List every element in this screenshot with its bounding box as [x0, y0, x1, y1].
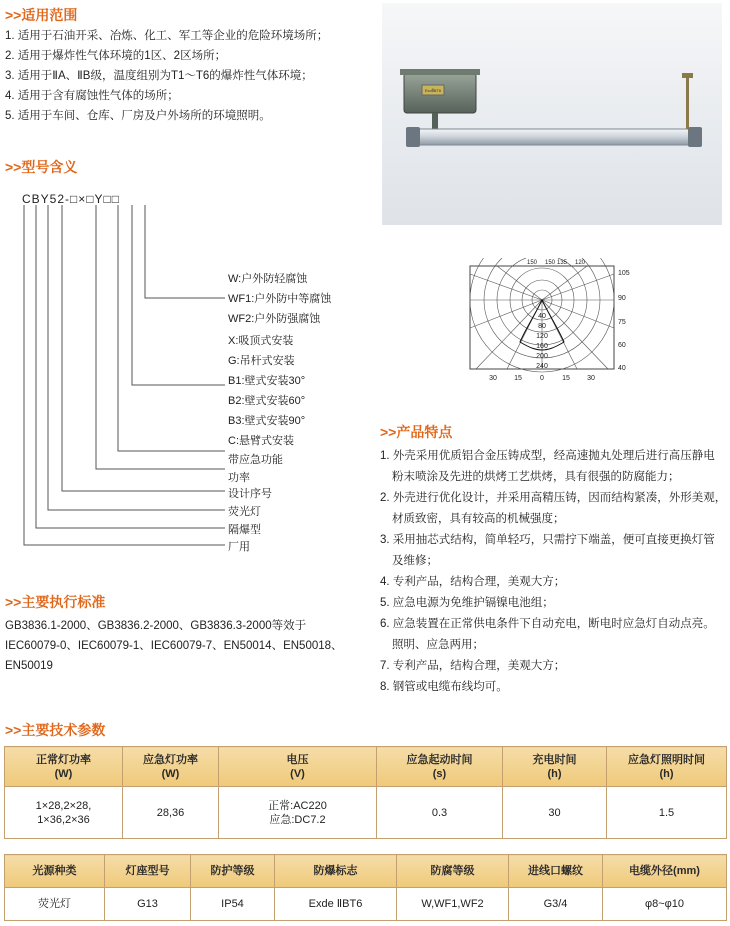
feature-item: 粉末喷涂及先进的烘烤工艺烘烤，具有很强的防腐能力；	[392, 471, 680, 483]
standards-title: >>主要执行标准	[5, 594, 106, 610]
nameplate-text: ExdⅡBT6	[424, 88, 442, 93]
table-header-cell: 进线口螺纹	[509, 855, 603, 888]
table-header-cell: 防护等级	[191, 855, 275, 888]
polar-bottom-label: 15	[562, 375, 570, 382]
feature-item: 2. 外壳进行优化设计，并采用高精压铸，因而结构紧凑，外形美观，	[380, 492, 727, 504]
table-header-cell: 应急灯功率 (W)	[123, 747, 219, 787]
feature-item: 材质致密，具有较高的机械强度；	[392, 513, 565, 525]
table-cell: 1×28,2×28, 1×36,2×36	[5, 787, 123, 839]
scope-item: 2. 适用于爆炸性气体环境的1区、2区场所；	[5, 50, 227, 62]
polar-bottom-label: 30	[489, 375, 497, 382]
model-bracket-lines	[0, 205, 230, 550]
feature-item: 1. 外壳采用优质铝合金压铸成型，经高速抛丸处理后进行高压静电	[380, 450, 715, 462]
legend-item: B2:壁式安装60°	[228, 395, 306, 407]
model-title: >>型号含义	[5, 159, 78, 175]
polar-radial-label: 240	[536, 363, 548, 370]
polar-right-label: 75	[618, 319, 626, 326]
polar-bottom-label: 30	[587, 375, 595, 382]
polar-right-label: 60	[618, 342, 626, 349]
table-header-cell: 光源种类	[5, 855, 105, 888]
table-cell: 30	[503, 787, 607, 839]
standards-line: GB3836.1-2000、GB3836.2-2000、GB3836.3-2000等效于	[5, 620, 307, 632]
scope-item: 5. 适用于车间、仓库、厂房及户外场所的环境照明。	[5, 110, 271, 122]
polar-top-label: 120	[574, 260, 586, 266]
table-cell: G13	[105, 888, 191, 921]
table-header-cell: 防爆标志	[275, 855, 397, 888]
scope-item: 3. 适用于ⅡA、ⅡB级，温度组别为T1～T6的爆炸性气体环境；	[5, 70, 313, 82]
features-title: >>产品特点	[380, 424, 453, 440]
polar-radial-label: 160	[536, 343, 548, 350]
polar-top-label: 150	[526, 260, 538, 266]
feature-item: 3. 采用抽芯式结构，简单轻巧，只需拧下端盖，便可直接更换灯管	[380, 534, 715, 546]
scope-title: >>适用范围	[5, 7, 78, 23]
explosion-proof-lamp-illustration	[382, 3, 722, 225]
polar-radial-label: 120	[536, 333, 548, 340]
table-cell: W,WF1,WF2	[397, 888, 509, 921]
polar-bottom-label: 15	[514, 375, 522, 382]
table-header-cell: 电压 (V)	[219, 747, 377, 787]
polar-bottom-label: 0	[540, 375, 544, 382]
legend-item: G:吊杆式安装	[228, 355, 295, 367]
table-cell: 荧光灯	[5, 888, 105, 921]
standards-text	[5, 616, 343, 676]
scope-item: 4. 适用于含有腐蚀性气体的场所；	[5, 90, 179, 102]
table-row	[5, 787, 727, 839]
legend-item: X:吸顶式安装	[228, 335, 294, 347]
polar-radial-label: 80	[538, 323, 546, 330]
params-table-2	[4, 854, 727, 921]
legend-item: 带应急功能	[228, 454, 283, 466]
table-header-cell: 防腐等级	[397, 855, 509, 888]
legend-item: B3:壁式安装90°	[228, 415, 306, 427]
table-cell: Exde ⅡBT6	[275, 888, 397, 921]
standards-line: EN50019	[5, 660, 53, 672]
polar-radial-label: 200	[536, 353, 548, 360]
standards-line: IEC60079-0、IEC60079-1、IEC60079-7、EN50014、EN50018、	[5, 640, 343, 652]
table-row	[5, 888, 727, 921]
legend-item: 设计序号	[228, 488, 272, 500]
polar-diagram	[462, 258, 642, 384]
table-cell: 正常:AC220 应急:DC7.2	[219, 787, 377, 839]
table-header-cell: 电缆外径(mm)	[603, 855, 727, 888]
polar-top-label: 150	[544, 260, 556, 266]
table-header-cell: 充电时间 (h)	[503, 747, 607, 787]
scope-item: 1. 适用于石油开采、冶炼、化工、军工等企业的危险环境场所；	[5, 30, 329, 42]
table-header-row	[5, 747, 727, 787]
legend-item: C:悬臂式安装	[228, 435, 294, 447]
light-distribution-curve	[462, 258, 642, 384]
legend-item: 功率	[228, 472, 250, 484]
feature-item: 7. 专利产品，结构合理，美观大方；	[380, 660, 566, 672]
polar-radial-label: 40	[538, 313, 546, 320]
legend-item: W:户外防轻腐蚀	[228, 273, 308, 285]
params-title: >>主要技术参数	[5, 722, 106, 738]
table-cell: G3/4	[509, 888, 603, 921]
table-cell: φ8~φ10	[603, 888, 727, 921]
feature-item: 5. 应急电源为免维护镉镍电池组；	[380, 597, 554, 609]
feature-item: 及维修；	[392, 555, 438, 567]
polar-right-label: 105	[618, 270, 630, 277]
feature-item: 4. 专利产品，结构合理，美观大方；	[380, 576, 566, 588]
table-cell: IP54	[191, 888, 275, 921]
table-cell: 1.5	[607, 787, 727, 839]
legend-item: 厂用	[228, 541, 250, 553]
legend-item: 隔爆型	[228, 524, 261, 536]
feature-item: 照明、应急两用；	[392, 639, 484, 651]
table-header-cell: 正常灯功率 (W)	[5, 747, 123, 787]
scope-list	[5, 26, 328, 126]
model-code: CBY52-□×□Y□□	[22, 192, 121, 206]
table-cell: 0.3	[377, 787, 503, 839]
table-header-cell: 应急起动时间 (s)	[377, 747, 503, 787]
feature-item: 6. 应急装置在正常供电条件下自动充电，断电时应急灯自动点亮。	[380, 618, 715, 630]
table-cell: 28,36	[123, 787, 219, 839]
polar-right-label: 90	[618, 295, 626, 302]
legend-item: 荧光灯	[228, 506, 261, 518]
legend-item: B1:壁式安装30°	[228, 375, 306, 387]
table-header-row	[5, 855, 727, 888]
feature-item: 8. 钢管或电缆布线均可。	[380, 681, 508, 693]
params-table-1	[4, 746, 727, 839]
table-header-cell: 灯座型号	[105, 855, 191, 888]
legend-item: WF2:户外防强腐蚀	[228, 313, 321, 325]
polar-top-label: 135	[556, 260, 568, 266]
polar-right-label: 40	[618, 365, 626, 372]
features-list	[380, 446, 726, 698]
table-header-cell: 应急灯照明时间 (h)	[607, 747, 727, 787]
legend-item: WF1:户外防中等腐蚀	[228, 293, 332, 305]
product-photo	[382, 3, 722, 225]
